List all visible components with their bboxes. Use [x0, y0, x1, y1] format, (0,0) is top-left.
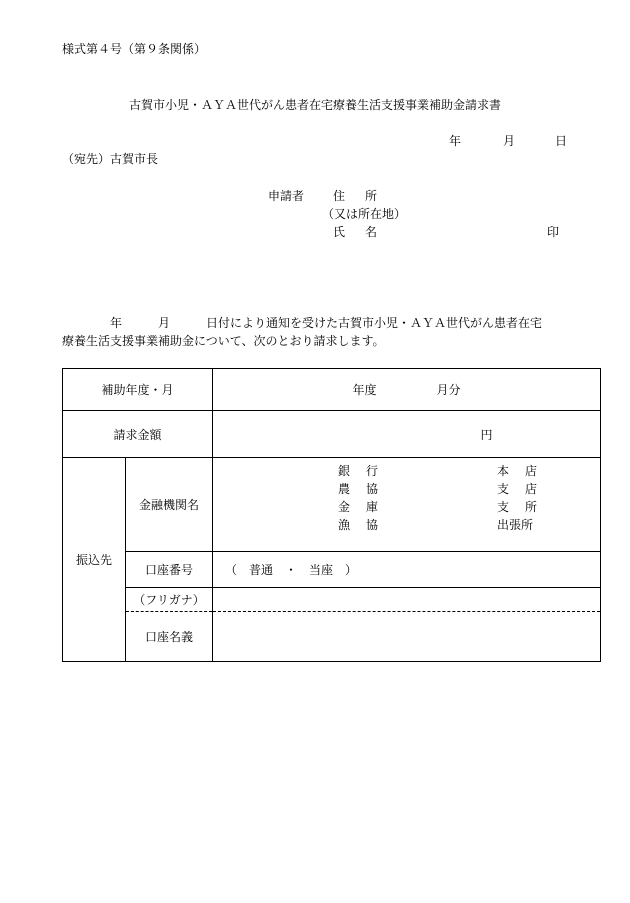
year-month-label: 補助年度・月 — [63, 369, 213, 411]
date-month-label: 月 — [503, 134, 516, 148]
address-label: 住所 — [333, 189, 398, 203]
account-number-field[interactable] — [213, 552, 601, 588]
account-name-label: 口座名義 — [126, 612, 213, 662]
institution-type: 金庫 — [338, 500, 395, 514]
amount-field[interactable] — [213, 411, 601, 458]
applicant-label: 申請者 — [268, 189, 305, 203]
account-name-field[interactable] — [213, 612, 601, 662]
transfer-label: 振込先 — [63, 458, 126, 662]
date-year-label: 年 — [449, 134, 462, 148]
institution-type: 漁協 — [338, 518, 395, 532]
seal-mark: 印 — [547, 225, 560, 239]
furigana-field[interactable] — [213, 588, 601, 612]
addressee: （宛先）古賀市長 — [62, 152, 159, 166]
institution-field[interactable] — [213, 458, 601, 552]
document-title: 古賀市小児・ＡＹＡ世代がん患者在宅療養生活支援事業補助金請求書 — [128, 98, 501, 112]
account-type: （ 普通 ・ 当座 ） — [225, 563, 358, 577]
request-table — [62, 368, 601, 662]
branch-type: 支所 — [497, 500, 554, 514]
amount-label: 請求金額 — [63, 411, 213, 458]
year-month-field[interactable]: 年度 月分 — [213, 369, 601, 411]
institution-type: 農協 — [338, 482, 395, 496]
form-number: 様式第４号（第９条関係） — [62, 42, 207, 56]
institution-grid — [213, 458, 600, 551]
name-label: 氏名 — [333, 225, 398, 239]
account-number-label: 口座番号 — [126, 552, 213, 588]
institution-label: 金融機関名 — [126, 458, 213, 552]
request-text-line-2: 療養生活支援事業補助金について、次のとおり請求します。 — [62, 334, 385, 348]
address-note: （又は所在地） — [322, 207, 407, 221]
institution-type: 銀行 — [338, 464, 395, 478]
request-text-line-1: 年 月 日付により通知を受けた古賀市小児・ＡＹＡ世代がん患者在宅 — [62, 316, 543, 330]
date-day-label: 日 — [555, 134, 568, 148]
branch-type: 出張所 — [497, 518, 534, 532]
branch-type: 支店 — [497, 482, 554, 496]
furigana-label: （フリガナ） — [126, 588, 213, 612]
amount-unit: 円 — [480, 427, 493, 442]
branch-type: 本店 — [497, 464, 554, 478]
